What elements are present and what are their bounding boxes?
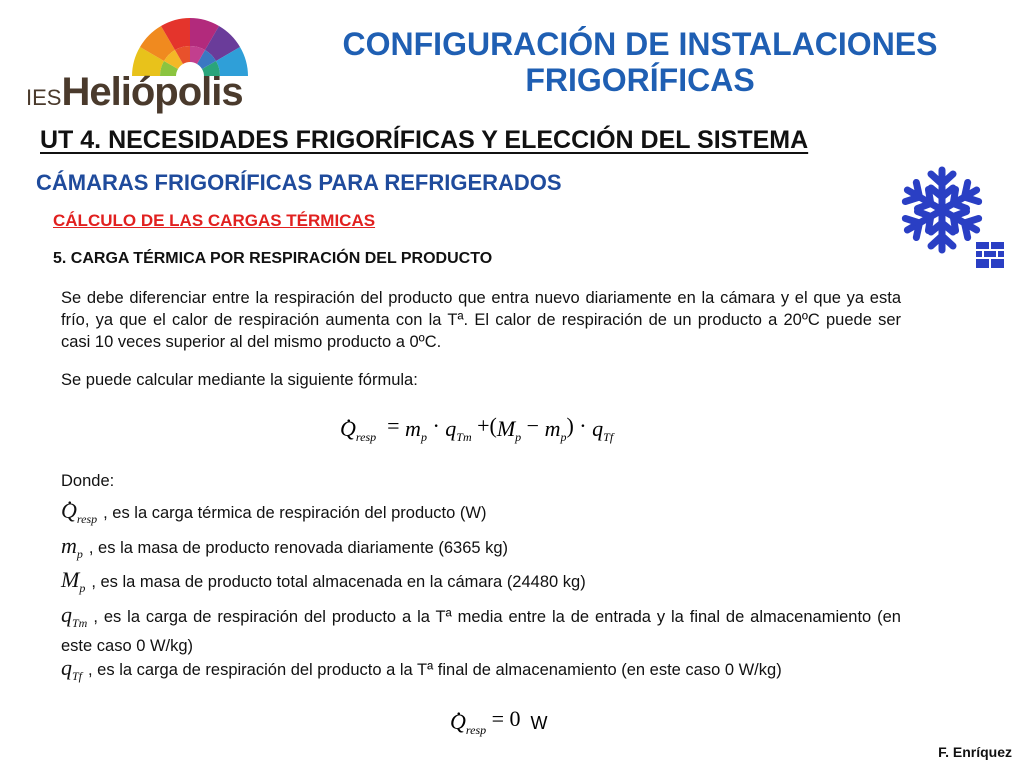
page-title <box>290 26 990 98</box>
definition-text: , es la masa de producto total almacenada en la cámara (24480 kg) <box>91 573 586 591</box>
definition-text: , es la masa de producto renovada diariamente (6365 kg) <box>88 539 509 557</box>
subsection-title: CÁLCULO DE LAS CARGAS TÉRMICAS <box>53 211 376 230</box>
logo-fan-icon <box>130 14 250 76</box>
title-line-1: CONFIGURACIÓN DE INSTALACIONES <box>342 26 938 62</box>
section-title: CÁMARAS FRIGORÍFICAS PARA REFRIGERADOS <box>36 170 562 195</box>
definition-M-p: $M_p$ , es la masa de producto total almacenada en la cámara (24480 kg) <box>61 567 586 595</box>
result-value: = 0 <box>491 706 521 731</box>
result-unit: W <box>530 713 548 733</box>
definition-text: , es la carga térmica de respiración del producto (W) <box>103 504 487 522</box>
definition-q-tf: $q_{Tf}$ , es la carga de respiración del producto a la Tª final de almacenamiento (en este caso 0 W/kg) <box>61 655 782 683</box>
school-logo <box>20 14 250 114</box>
point-title: 5. CARGA TÉRMICA POR RESPIRACIÓN DEL PRODUCTO <box>53 250 493 267</box>
unit-title: UT 4. NECESIDADES FRIGORÍFICAS Y ELECCIÓN DEL SISTEMA <box>40 126 809 154</box>
brick-wall-icon <box>976 242 1004 268</box>
respiration-formula: . $Q_{resp} = m_p \cdot q_{Tm} +(M_p - m_p) \cdot q_{Tf}$ <box>340 416 613 442</box>
author-credit: F. Enríquez <box>938 744 1012 760</box>
snowflake-icon <box>896 164 988 256</box>
logo-text <box>26 70 243 115</box>
definition-text: , es la carga de respiración del producto a la Tª final de almacenamiento (en este caso 0 W/kg) <box>88 661 782 679</box>
donde-label: Donde: <box>61 472 115 490</box>
definition-q-resp: . $Q_{resp}$ , es la carga térmica de respiración del producto (W) <box>61 498 486 524</box>
logo-prefix: IES <box>26 85 62 110</box>
intro-paragraph: Se debe diferenciar entre la respiración del producto que entra nuevo diariamente en la cámara y el que ya esta frío, ya que el calor de respiración aumenta con la Tª. El calor de respiración de un producto a 20ºC puede ser casi 10 veces superior al del mismo producto a 0ºC. <box>61 289 901 351</box>
logo-name: Heliópolis <box>61 70 243 114</box>
title-line-2: FRIGORÍFICAS <box>525 62 755 98</box>
definition-m-p: $m_p$ , es la masa de producto renovada diariamente (6365 kg) <box>61 533 509 561</box>
definition-q-tm: $q_{Tm}$ , es la carga de respiración del producto a la Tª media entre la de entrada y la final de almacenamiento (en este caso 0 W/kg) <box>61 602 901 655</box>
definition-text: , es la carga de respiración del producto a la Tª media entre la de entrada y la final de almacenamiento (en este caso 0 W/kg) <box>61 608 901 655</box>
formula-intro: Se puede calcular mediante la siguiente fórmula: <box>61 371 418 389</box>
result-formula: . $Q_{resp} = 0$ W <box>450 709 548 735</box>
